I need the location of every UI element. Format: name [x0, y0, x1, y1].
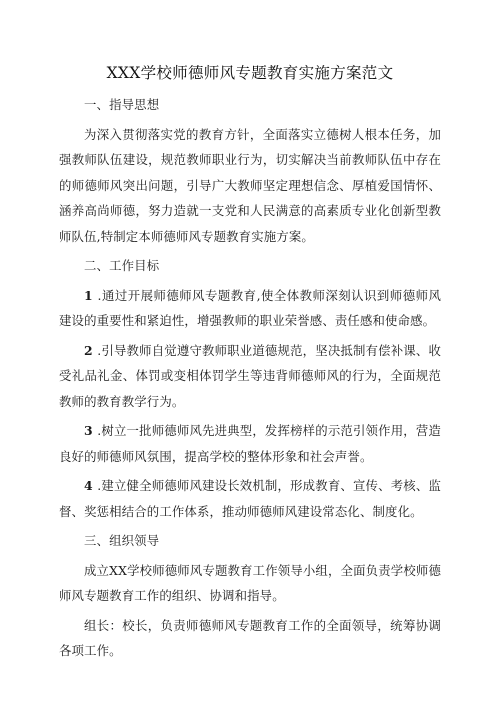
section-heading: 一、指导思想 [84, 97, 160, 112]
paragraph-text: .引导教师自觉遵守教师职业道德规范，坚决抵制有偿补课、收受礼品礼金、体罚或变相体罚学生等违背师德师风的行为，全面规范教师的教育教学行为。 [59, 342, 441, 409]
document-title: XXX学校师德师风专题教育实施方案范文 [106, 64, 394, 82]
numbered-paragraph [59, 283, 441, 334]
paragraph-text: .通过开展师德师风专题教育,使全体教师深刻认识到师德师风建设的重要性和紧迫性，增强教师的职业荣誉感、责任感和使命感。 [59, 287, 441, 328]
paragraph-number: 1 [84, 287, 94, 303]
paragraph [59, 558, 441, 609]
paragraph-number: 3 [84, 423, 94, 438]
numbered-paragraph [59, 338, 441, 415]
paragraph [59, 613, 441, 664]
numbered-paragraph [59, 473, 441, 524]
paragraph-text: 成立XX学校师德师风专题教育工作领导小组，全面负责学校师德师风专题教育工作的组织、协调和指导。 [59, 562, 441, 603]
paragraph [59, 122, 441, 250]
paragraph-number: 2 [84, 342, 94, 358]
document-body [59, 92, 441, 668]
paragraph-text: 组长：校长，负责师德师风专题教育工作的全面领导，统筹协调各项工作。 [59, 617, 441, 658]
paragraph-number: 4 [84, 478, 94, 493]
paragraph-text: 为深入贯彻落实党的教育方针，全面落实立德树人根本任务，加强教师队伍建设，规范教师职业行为，切实解决当前教师队伍中存在的师德师风突出问题，引导广大教师坚定理想信念、厚植爱国情怀、涵养高尚师德，努力造就一支党和人民满意的高素质专业化创新型教师队伍,特制定本师德师风专题教育实施方案。 [59, 126, 441, 244]
section-heading: 二、工作目标 [84, 258, 160, 273]
paragraph-text: .建立健全师德师风建设长效机制，形成教育、宣传、考核、监督、奖惩相结合的工作体系，推动师德师风建设常态化、制度化。 [59, 478, 441, 519]
paragraph-text: .树立一批师德师风先进典型，发挥榜样的示范引领作用，营造良好的师德师风氛围，提高学校的整体形象和社会声誉。 [59, 423, 441, 464]
numbered-paragraph [59, 418, 441, 469]
section-heading: 三、组织领导 [84, 533, 160, 548]
